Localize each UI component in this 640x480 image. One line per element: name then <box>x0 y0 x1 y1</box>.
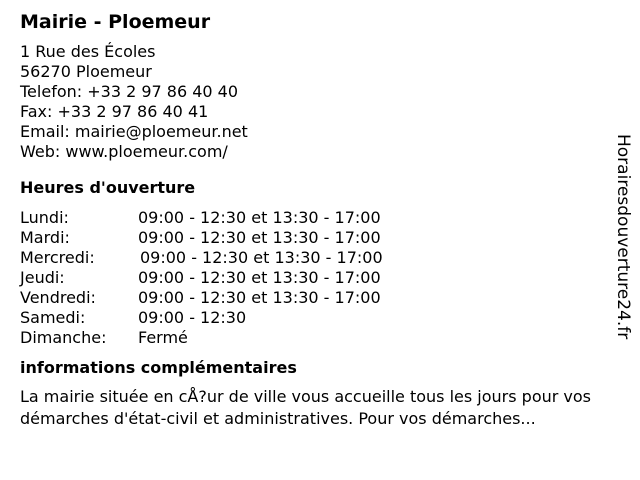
hours-day: Samedi: <box>20 308 86 327</box>
page-title: Mairie - Ploemeur <box>20 11 211 33</box>
hours-day: Jeudi: <box>20 268 65 287</box>
email-address: Email: mairie@ploemeur.net <box>20 122 248 141</box>
hours-row <box>20 208 610 228</box>
hours-time: 09:00 - 12:30 et 13:30 - 17:00 <box>140 248 383 267</box>
fax-number: Fax: +33 2 97 86 40 41 <box>20 102 209 121</box>
hours-day: Lundi: <box>20 208 69 227</box>
hours-row <box>20 268 610 288</box>
website-url: Web: www.ploemeur.com/ <box>20 142 228 161</box>
additional-info-text: La mairie située en cÅ?ur de ville vous accueille tous les jours pour vos démarches d'état-civil et administratives. Pour vos démarches... <box>20 387 592 428</box>
address-block <box>20 42 610 162</box>
hours-row <box>20 228 610 248</box>
hours-time: 09:00 - 12:30 <box>138 308 247 327</box>
opening-hours-table <box>20 208 610 348</box>
additional-info-heading: informations complémentaires <box>20 358 297 377</box>
hours-row <box>20 308 610 328</box>
watermark <box>612 134 634 370</box>
phone-number: Telefon: +33 2 97 86 40 40 <box>20 82 239 101</box>
hours-time: Fermé <box>138 328 188 347</box>
postal-city: 56270 Ploemeur <box>20 62 152 81</box>
hours-day: Dimanche: <box>20 328 107 347</box>
hours-time: 09:00 - 12:30 et 13:30 - 17:00 <box>138 268 381 287</box>
hours-day: Mardi: <box>20 228 70 247</box>
opening-hours-heading: Heures d'ouverture <box>20 178 196 197</box>
hours-time: 09:00 - 12:30 et 13:30 - 17:00 <box>138 208 381 227</box>
hours-time: 09:00 - 12:30 et 13:30 - 17:00 <box>138 288 381 307</box>
hours-row <box>20 328 610 348</box>
hours-day: Vendredi: <box>20 288 96 307</box>
hours-row <box>20 248 610 268</box>
hours-row <box>20 288 610 308</box>
hours-time: 09:00 - 12:30 et 13:30 - 17:00 <box>138 228 381 247</box>
hours-day: Mercredi: <box>20 248 95 267</box>
watermark-text: Horairesdouverture24.fr <box>613 134 633 340</box>
street-address: 1 Rue des Écoles <box>20 42 156 61</box>
business-card <box>20 10 610 430</box>
